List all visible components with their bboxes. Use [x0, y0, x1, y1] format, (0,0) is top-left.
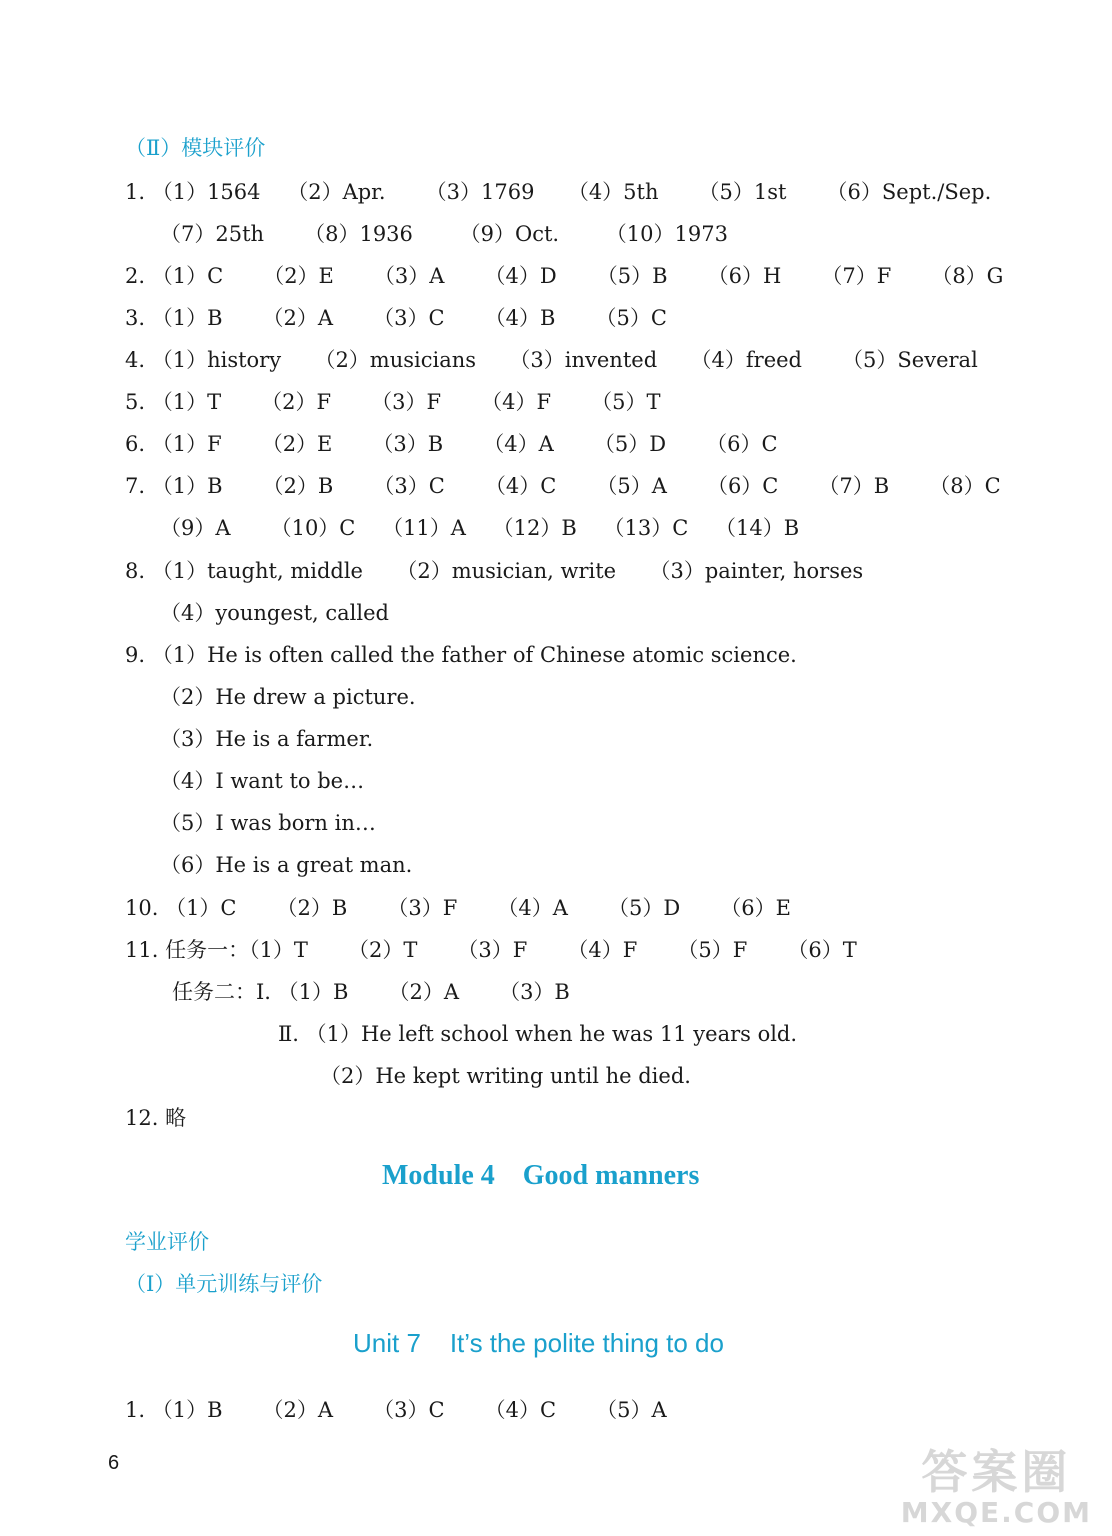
watermark-bottom: MXQE.COM	[900, 1496, 1092, 1529]
module-title: Module 4 Good manners	[382, 1160, 700, 1191]
answer-line: 6. （1）F （2）E （3）B （4）A （5）D （6）C	[125, 432, 778, 456]
answer-line: （6）He is a great man.	[160, 853, 413, 877]
answer-line: （3）He is a farmer.	[160, 727, 374, 751]
xueye-heading: 学业评价	[125, 1230, 209, 1254]
answer-line: （4）I want to be…	[160, 769, 365, 793]
answer-line: 7. （1）B （2）B （3）C （4）C （5）A （6）C （7）B （8）C	[125, 474, 1001, 498]
unit-title: Unit 7 It’s the polite thing to do	[353, 1328, 724, 1358]
answer-line: （2）He kept writing until he died.	[320, 1064, 691, 1088]
answer-line: 2. （1）C （2）E （3）A （4）D （5）B （6）H （7）F （8）G	[125, 264, 1004, 288]
watermark	[901, 1446, 1092, 1528]
answer-line: 9. （1）He is often called the father of Chinese atomic science.	[125, 643, 797, 667]
answer-line: 3. （1）B （2）A （3）C （4）B （5）C	[125, 306, 667, 330]
answer-line: （9）A （10）C （11）A （12）B （13）C （14）B	[160, 516, 800, 540]
answer-line: （4）youngest, called	[160, 601, 389, 625]
page-number: 6	[108, 1452, 120, 1474]
answer-line: 任务二：Ⅰ. （1）B （2）A （3）B	[172, 980, 570, 1004]
answer-line: 1. （1）B （2）A （3）C （4）C （5）A	[125, 1398, 667, 1422]
section-i-heading: （Ⅰ）单元训练与评价	[125, 1272, 323, 1296]
answer-line: （5）I was born in…	[160, 811, 376, 835]
watermark-top: 答案圈	[921, 1445, 1072, 1499]
answer-line: Ⅱ. （1）He left school when he was 11 years old.	[278, 1022, 798, 1046]
answer-line: 4. （1）history （2）musicians （3）invented （4）freed （5）Several	[125, 348, 978, 372]
answer-line: （7）25th （8）1936 （9）Oct. （10）1973	[160, 222, 728, 246]
answer-line: 8. （1）taught, middle （2）musician, write （3）painter, horses	[125, 559, 864, 583]
answer-line: （2）He drew a picture.	[160, 685, 416, 709]
answer-line: 1. （1）1564 （2）Apr. （3）1769 （4）5th （5）1st （6）Sept./Sep.	[125, 180, 992, 204]
answer-line: 11. 任务一：（1）T （2）T （3）F （4）F （5）F （6）T	[125, 938, 857, 962]
answer-line: 10. （1）C （2）B （3）F （4）A （5）D （6）E	[125, 896, 791, 920]
answer-line: 12. 略	[125, 1106, 187, 1130]
answer-line: 5. （1）T （2）F （3）F （4）F （5）T	[125, 390, 661, 414]
section-ii-heading: （Ⅱ）模块评价	[125, 136, 266, 160]
